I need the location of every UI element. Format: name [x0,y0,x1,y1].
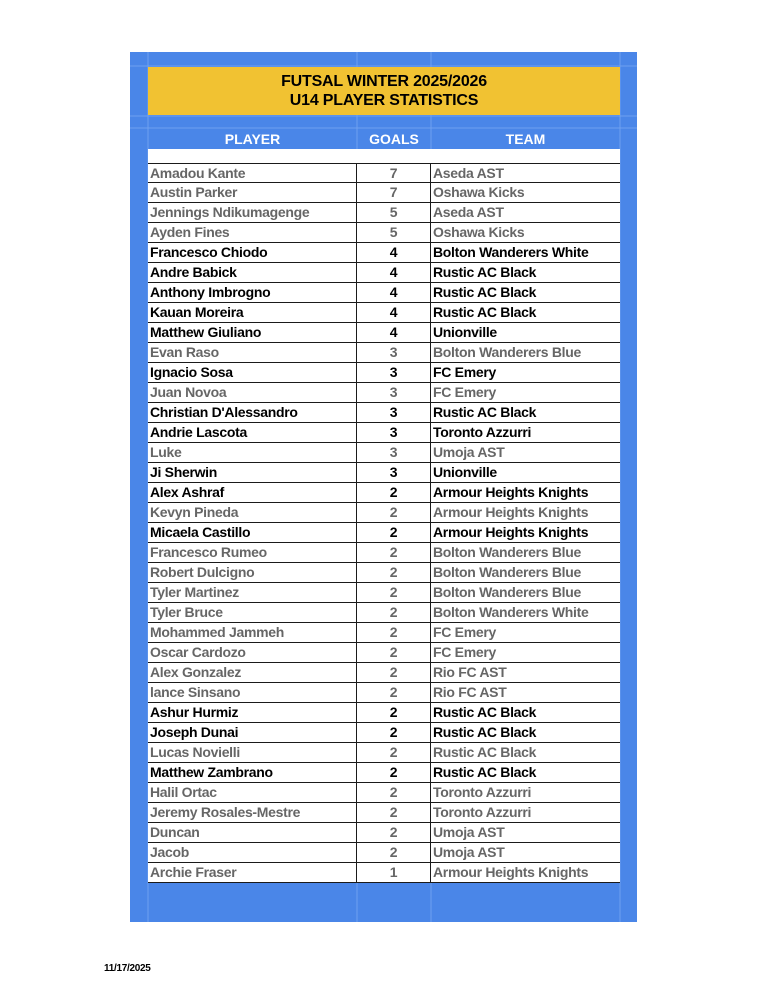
title-banner [148,67,620,115]
goals-cell: 4 [357,243,431,262]
team-name-cell: Rustic AC Black [433,284,537,300]
player-name-cell: Lucas Novielli [148,743,357,762]
table-row [148,543,620,563]
player-name-cell: Robert Dulcigno [148,563,357,582]
table-row [148,223,620,243]
player-name-cell: Matthew Zambrano [148,763,357,782]
player-name-cell: Evan Raso [148,343,357,362]
player-name-cell: Duncan [148,823,357,842]
team-name-cell: Umoja AST [433,844,505,860]
table-row [148,203,620,223]
goals-cell: 2 [357,663,431,682]
team-name-cell: Bolton Wanderers Blue [433,544,581,560]
table-row [148,323,620,343]
player-name-cell: Archie Fraser [148,863,357,882]
player-name-cell: Tyler Martinez [148,583,357,602]
team-name-cell: Armour Heights Knights [433,484,589,500]
player-name-cell: Jacob [148,843,357,862]
team-name-cell: Rio FC AST [433,664,507,680]
goals-cell: 3 [357,403,431,422]
goals-cell: 4 [357,263,431,282]
table-row [148,343,620,363]
team-name-cell: Armour Heights Knights [433,504,589,520]
goals-cell: 2 [357,843,431,862]
goals-cell: 2 [357,723,431,742]
goals-cell: 3 [357,423,431,442]
goals-cell: 2 [357,763,431,782]
team-name-cell: Oshawa Kicks [433,224,525,240]
goals-cell: 4 [357,303,431,322]
player-name-cell: Andrie Lascota [148,423,357,442]
table-row [148,283,620,303]
player-name-cell: Alex Ashraf [148,483,357,502]
table-row [148,623,620,643]
team-name-cell: Rustic AC Black [433,264,537,280]
table-row [148,823,620,843]
goals-cell: 2 [357,603,431,622]
player-name-cell: Joseph Dunai [148,723,357,742]
goals-cell: 2 [357,563,431,582]
table-row [148,163,620,183]
table-row [148,443,620,463]
table-row [148,723,620,743]
header-goals: GOALS [369,131,419,147]
header-team: TEAM [505,131,546,147]
team-name-cell: FC Emery [433,624,496,640]
team-name-cell: Oshawa Kicks [433,184,525,200]
table-row [148,603,620,623]
player-name-cell: Matthew Giuliano [148,323,357,342]
team-name-cell: FC Emery [433,384,496,400]
team-name-cell: Bolton Wanderers Blue [433,344,581,360]
team-name-cell: Umoja AST [433,824,505,840]
spreadsheet-page [130,52,637,922]
player-name-cell: Mohammed Jammeh [148,623,357,642]
table-row [148,643,620,663]
team-name-cell: Aseda AST [433,204,504,220]
goals-cell: 3 [357,343,431,362]
table-row [148,463,620,483]
table-row [148,803,620,823]
title-line-1: FUTSAL WINTER 2025/2026 [281,73,487,90]
player-name-cell: Amadou Kante [148,164,357,182]
team-name-cell: Bolton Wanderers White [433,604,589,620]
team-name-cell: Bolton Wanderers Blue [433,584,581,600]
goals-cell: 2 [357,643,431,662]
goals-cell: 4 [357,283,431,302]
goals-cell: 2 [357,583,431,602]
table-row [148,403,620,423]
table-row [148,663,620,683]
team-name-cell: Unionville [433,324,497,340]
player-name-cell: Jeremy Rosales-Mestre [148,803,357,822]
table-row [148,183,620,203]
team-name-cell: Toronto Azzurri [433,784,532,800]
table-row [148,363,620,383]
table-row [148,843,620,863]
team-name-cell: Umoja AST [433,444,505,460]
goals-cell: 2 [357,683,431,702]
player-name-cell: Anthony Imbrogno [148,283,357,302]
player-name-cell: Francesco Chiodo [148,243,357,262]
player-name-cell: Francesco Rumeo [148,543,357,562]
team-name-cell: Armour Heights Knights [433,524,589,540]
table-row [148,783,620,803]
goals-cell: 2 [357,743,431,762]
goals-cell: 7 [357,164,431,182]
team-name-cell: Unionville [433,464,497,480]
player-name-cell: Micaela Castillo [148,523,357,542]
player-name-cell: Juan Novoa [148,383,357,402]
team-name-cell: Armour Heights Knights [433,864,589,880]
table-row [148,763,620,783]
player-name-cell: Ayden Fines [148,223,357,242]
table-row [148,263,620,283]
title-line-2: U14 PLAYER STATISTICS [289,92,479,109]
player-name-cell: Austin Parker [148,183,357,202]
player-name-cell: Jennings Ndikumagenge [148,203,357,222]
team-name-cell: Rustic AC Black [433,744,537,760]
blank-spacer-row [148,149,620,163]
goals-cell: 2 [357,703,431,722]
player-name-cell: Kauan Moreira [148,303,357,322]
player-name-cell: Kevyn Pineda [148,503,357,522]
goals-cell: 2 [357,523,431,542]
header-player: PLAYER [224,131,281,147]
player-name-cell: Alex Gonzalez [148,663,357,682]
goals-cell: 2 [357,823,431,842]
team-name-cell: Toronto Azzurri [433,804,532,820]
player-stats-table [148,163,620,883]
team-name-cell: Bolton Wanderers White [433,244,589,260]
player-name-cell: Halil Ortac [148,783,357,802]
table-row [148,583,620,603]
goals-cell: 2 [357,543,431,562]
goals-cell: 2 [357,783,431,802]
table-row [148,503,620,523]
team-name-cell: Bolton Wanderers Blue [433,564,581,580]
table-row [148,563,620,583]
player-name-cell: lance Sinsano [148,683,357,702]
goals-cell: 7 [357,183,431,202]
team-name-cell: Rustic AC Black [433,404,537,420]
player-name-cell: Christian D'Alessandro [148,403,357,422]
goals-cell: 2 [357,803,431,822]
table-row [148,863,620,883]
team-name-cell: FC Emery [433,364,496,380]
goals-cell: 3 [357,383,431,402]
team-name-cell: Rustic AC Black [433,704,537,720]
team-name-cell: Rio FC AST [433,684,507,700]
player-name-cell: Andre Babick [148,263,357,282]
goals-cell: 5 [357,203,431,222]
player-name-cell: Ashur Hurmiz [148,703,357,722]
table-row [148,423,620,443]
table-row [148,483,620,503]
table-row [148,303,620,323]
goals-cell: 5 [357,223,431,242]
team-name-cell: Rustic AC Black [433,304,537,320]
team-name-cell: FC Emery [433,644,496,660]
team-name-cell: Rustic AC Black [433,764,537,780]
goals-cell: 1 [357,863,431,882]
team-name-cell: Toronto Azzurri [433,424,532,440]
player-name-cell: Tyler Bruce [148,603,357,622]
table-row [148,703,620,723]
table-row [148,743,620,763]
player-name-cell: Oscar Cardozo [148,643,357,662]
table-row [148,683,620,703]
goals-cell: 3 [357,363,431,382]
player-name-cell: Ji Sherwin [148,463,357,482]
goals-cell: 2 [357,483,431,502]
goals-cell: 2 [357,623,431,642]
table-row [148,383,620,403]
team-name-cell: Aseda AST [433,165,504,181]
team-name-cell: Rustic AC Black [433,724,537,740]
table-row [148,523,620,543]
player-name-cell: Ignacio Sosa [148,363,357,382]
goals-cell: 4 [357,323,431,342]
goals-cell: 2 [357,503,431,522]
footer-date: 11/17/2025 [104,963,151,974]
goals-cell: 3 [357,463,431,482]
player-name-cell: Luke [148,443,357,462]
goals-cell: 3 [357,443,431,462]
table-row [148,243,620,263]
